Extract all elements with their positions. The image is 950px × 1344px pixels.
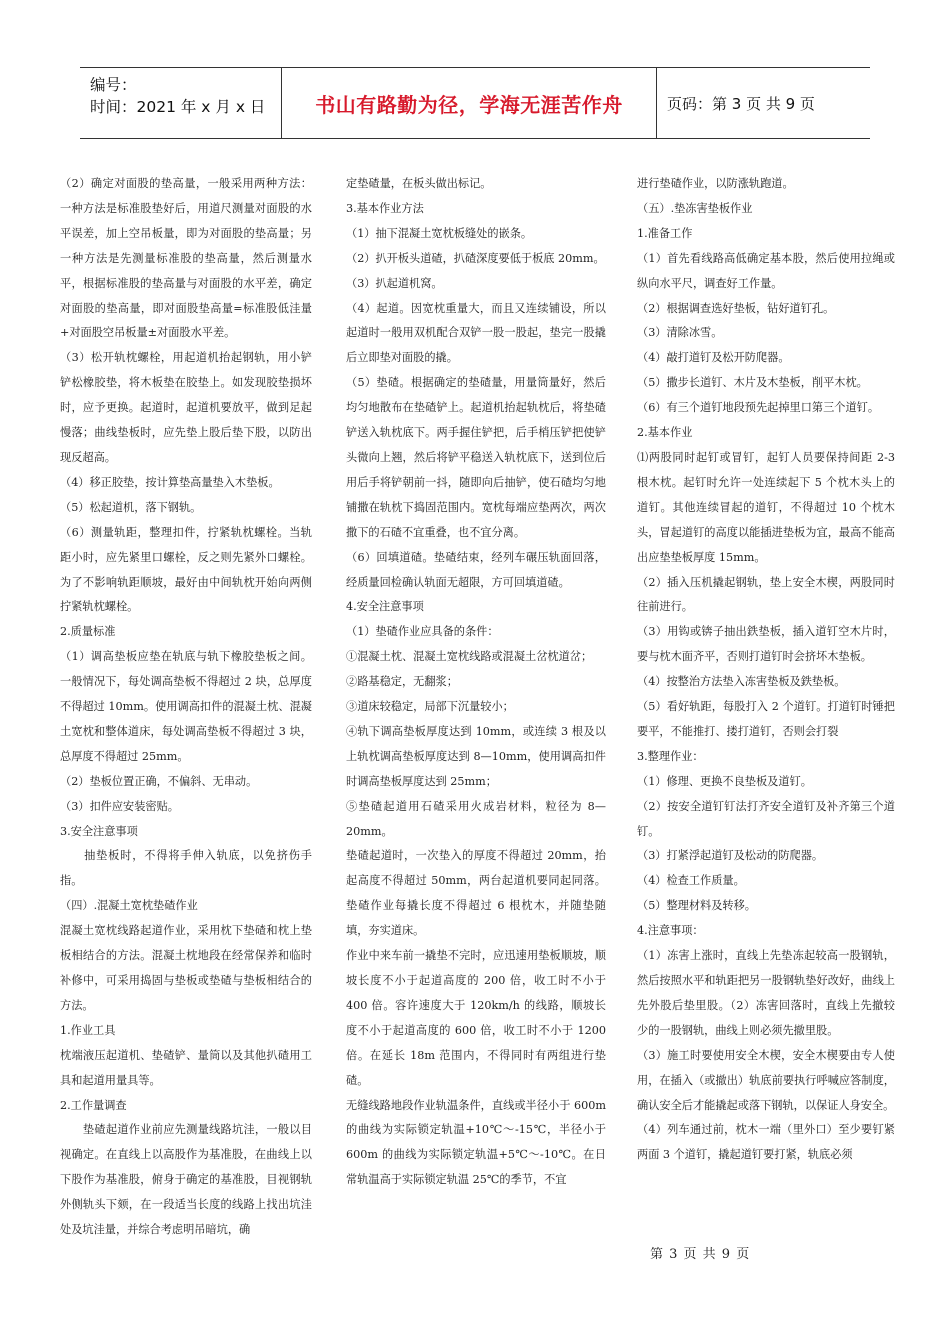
paragraph: ④轨下调高垫板厚度达到 10mm，或连续 3 根及以上轨枕调高垫板厚度达到 8—10mm，使用调高扣件时调高垫板厚度达到 25mm； [346,724,606,788]
paragraph: 1.准备工作 [637,226,693,240]
paragraph: （6）测量轨距，整理扣件，拧紧轨枕螺栓。当轨距小时，应先紧里口螺栓，反之则先紧外口螺栓。为了不影响轨距顺坡，最好由中间轨枕开始向两侧拧紧轨枕螺栓。 [60,525,312,614]
paragraph: （5）松起道机，落下钢轨。 [60,500,202,514]
paragraph: （3）用钩或锛子抽出鉄垫板，插入道钉空木片时，要与枕木面齐平，否则打道钉时会挤坏木垫板。 [637,625,895,664]
paragraph: 2.基本作业 [637,426,693,440]
paragraph: （4）敲打道钉及松开防爬器。 [637,351,790,365]
paragraph: （1）抽下混凝土宽枕板缝处的嵌条。 [346,226,533,240]
paragraph: 2.工作量调查 [60,1098,127,1112]
text-column-3 [637,172,895,1168]
paragraph: 3.基本作业方法 [346,201,424,215]
page-header [80,67,870,139]
paragraph: （1）首先看线路高低确定基本股，然后使用拉绳或纵向水平尺，调查好工作量。 [637,251,895,290]
paragraph: （4）列车通过前，枕木一端（里外口）至少要钉紧两面 3 个道钉，撬起道钉要打紧，轨底必须 [637,1123,895,1162]
paragraph: 抽垫板时，不得将手伸入轨底，以免挤伤手指。 [60,849,312,888]
paragraph: 混凝土宽枕线路起道作业，采用枕下垫碴和枕上垫板相结合的方法。混凝土枕地段在经常保养和临时补修中，可采用捣固与垫板或垫碴与垫板相结合的方法。 [60,924,312,1012]
paragraph: 4.安全注意事项 [346,600,424,614]
paragraph: （3）打紧浮起道钉及松动的防爬器。 [637,849,824,863]
paragraph: （5）撒步长道钉、木片及木垫板，削平木枕。 [637,376,868,390]
paragraph: （5）整理材料及转移。 [637,899,756,913]
paragraph: （2）插入压机撬起钢轨，垫上安全木楔，两股同时往前进行。 [637,575,895,614]
paragraph: （3）扣件应安装密贴。 [60,799,179,813]
paragraph: （2）按安全道钉钉法打齐安全道钉及补齐第三个道钉。 [637,799,895,838]
paragraph: （2）扒开板头道碴，扒碴深度要低于板底 20mm。 [346,251,605,265]
paragraph: （1）调高垫板应垫在轨底与轨下橡胶垫板之间。一般情况下，每处调高垫板不得超过 2 块，总厚度不得超过 10mm。使用调高扣件的混凝土枕、混凝土宽枕和整体道床，每处调高垫板不得超过 3 块，总厚度不得超过 25mm。 [60,650,312,763]
paragraph: 4.注意事项： [637,924,704,938]
paragraph: 1.作业工具 [60,1023,116,1037]
paragraph: （4）检查工作质量。 [637,874,745,888]
paragraph: 定垫碴量，在板头做出标记。 [346,177,492,190]
paragraph: （3）清除冰雪。 [637,326,723,340]
header-meta [80,68,282,138]
header-motto: 书山有路勤为径，学海无涯苦作舟 [282,68,657,138]
text-column-1 [60,172,312,1243]
paragraph: ③道床较稳定，局部下沉量较小； [346,700,514,714]
paragraph: （4）起道。因宽枕重量大，而且又连续铺设，所以起道时一般用双机配合双铲一股一股起，垫完一股撬后立即垫对面股的撬。 [346,301,606,365]
paragraph: （五）.垫冻害垫板作业 [637,201,753,215]
paragraph: （1）垫碴作业应具备的条件： [346,625,499,639]
paragraph: 作业中来车前一撬垫不完时，应迅速用垫板顺坡，顺坡长度不小于起道高度的 200 倍，收工时不小于 400 倍。容许速度大于 120km/h 的线路，顺坡长度不小于起道高度的 600 倍，收工时不小于 1200 倍。在延长 18m 范围内，不得同时有两组进行垫碴。 [346,949,606,1087]
paragraph: （3）松开轨枕螺栓，用起道机抬起钢轨，用小铲铲松橡胶垫，将木板垫在胶垫上。如发现胶垫损坏时，应予更换。起道时，起道机要放平，做到足起慢落；曲线垫板时，应先垫上股后垫下股，以防出现反超高。 [60,351,312,464]
paragraph: （2）确定对面股的垫高量，一般采用两种方法：一种方法是标准股垫好后，用道尺测量对面股的水平误差，加上空吊板量，即为对面股的垫高量；另一种方法是先测量标准股的垫高量，然后测量水平，根据标准股的垫高量与对面股的水平差，确定对面股的垫高量，即对面股垫高量=标准股低洼量+对面股空吊板量±对面股水平差。 [60,177,312,340]
text-column-2 [346,172,606,1193]
paragraph: 枕端液压起道机、垫碴铲、量筒以及其他扒碴用工具和起道用量具等。 [60,1048,312,1087]
paragraph: 2.质量标准 [60,625,116,639]
paragraph: （5）垫碴。根据确定的垫碴量，用量筒量好，然后均匀地散布在垫碴铲上。起道机抬起轨枕后，将垫碴铲送入轨枕底下。两手握住铲把，后手梢压铲把使铲头微向上翘，然后将铲平稳送入轨枕底下，送到位后用后手将铲朝前一抖，随即向后抽铲，使石碴均匀地铺撒在轨枕下捣固范围内。宽枕每端应垫两次，两次撒下的石碴不宜重叠，也不宜分离。 [346,376,606,539]
paragraph: （1）冻害上涨时，直线上先垫冻起较高一股钢轨，然后按照水平和轨距把另一股钢轨垫好改好，曲线上先外股后垫里股。（2）冻害回落时，直线上先撤较少的一股钢轨，曲线上则必须先撤里股。 [637,949,895,1037]
paragraph: 3.整理作业： [637,749,704,763]
document-number: 编号： [90,76,137,94]
paragraph: ⑤垫碴起道用石碴采用火成岩材料，粒径为 8—20mm。 [346,799,606,838]
paragraph: （四）.混凝土宽枕垫碴作业 [60,899,198,913]
document-date: 时间：2021 年 x 月 x 日 [90,98,266,116]
paragraph: 垫碴起道作业前应先测量线路坑洼，一般以目视确定。在直线上以高股作为基准股，在曲线上以下股作为基准股，俯身于确定的基准股，目视钢轨外侧轨头下颏，在一段适当长度的线路上找出坑洼处及坑洼量，并综合考虑明吊暗坑，确 [60,1123,312,1237]
paragraph: （6）有三个道钉地段预先起掉里口第三个道钉。 [637,401,880,415]
paragraph: 进行垫碴作业，以防涨轨跑道。 [637,177,794,190]
paragraph: （1）修理、更换不良垫板及道钉。 [637,774,812,788]
paragraph: 3.安全注意事项 [60,824,138,838]
paragraph: （4）按整治方法垫入冻害垫板及鉄垫板。 [637,675,846,689]
paragraph: （2）垫板位置正确，不偏斜、无串动。 [60,774,258,788]
paragraph: 无缝线路地段作业轨温条件，直线或半径小于 600m 的曲线为实际锁定轨温+10℃～-15℃，半径小于 600m 的曲线为实际锁定轨温+5℃～-10℃。在日常轨温高于实际锁定轨温 25℃的季节，不宜 [346,1098,606,1187]
paragraph: 垫碴起道时，一次垫入的厚度不得超过 20mm，抬起高度不得超过 50mm，两台起道机要同起同落。垫碴作业每撬长度不得超过 6 根枕木，并随垫随填，夯实道床。 [346,849,606,938]
paragraph: （4）移正胶垫，按计算垫高量垫入木垫板。 [60,475,280,489]
paragraph: ②路基稳定，无翻浆； [346,675,458,689]
paragraph: ⑴两股同时起钉或冒钉，起钉人员要保持间距 2-3 根木枕。起钉时允许一处连续起下 5 个枕木头上的道钉。其他连续冒起的道钉，不得超过 10 个枕木头，冒起道钉的高度以能插进垫板为宜，最高不能高出应垫垫板厚度 15mm。 [637,450,895,564]
paragraph: （2）根据调查选好垫板，钻好道钉孔。 [637,301,835,315]
header-page-number: 页码：第 3 页 共 9 页 [667,94,815,113]
page-footer: 第 3 页 共 9 页 [650,1247,751,1262]
paragraph: （5）看好轨距，每股打入 2 个道钉。打道钉时锤把要平，不能推打、搂打道钉，否则会打裂 [637,700,895,738]
paragraph: ①混凝土枕、混凝土宽枕线路或混凝土岔枕道岔； [346,650,593,664]
paragraph: （3）扒起道机窝。 [346,276,443,290]
paragraph: （3）施工时要使用安全木楔，安全木楔要由专人使用，在插入（或撤出）轨底前要执行呼喊应答制度，确认安全后才能撬起或落下钢轨，以保证人身安全。 [637,1048,895,1112]
paragraph: （6）回填道碴。垫碴结束，经列车碾压轨面回落，经质量回检确认轨面无超限，方可回填道碴。 [346,550,606,589]
